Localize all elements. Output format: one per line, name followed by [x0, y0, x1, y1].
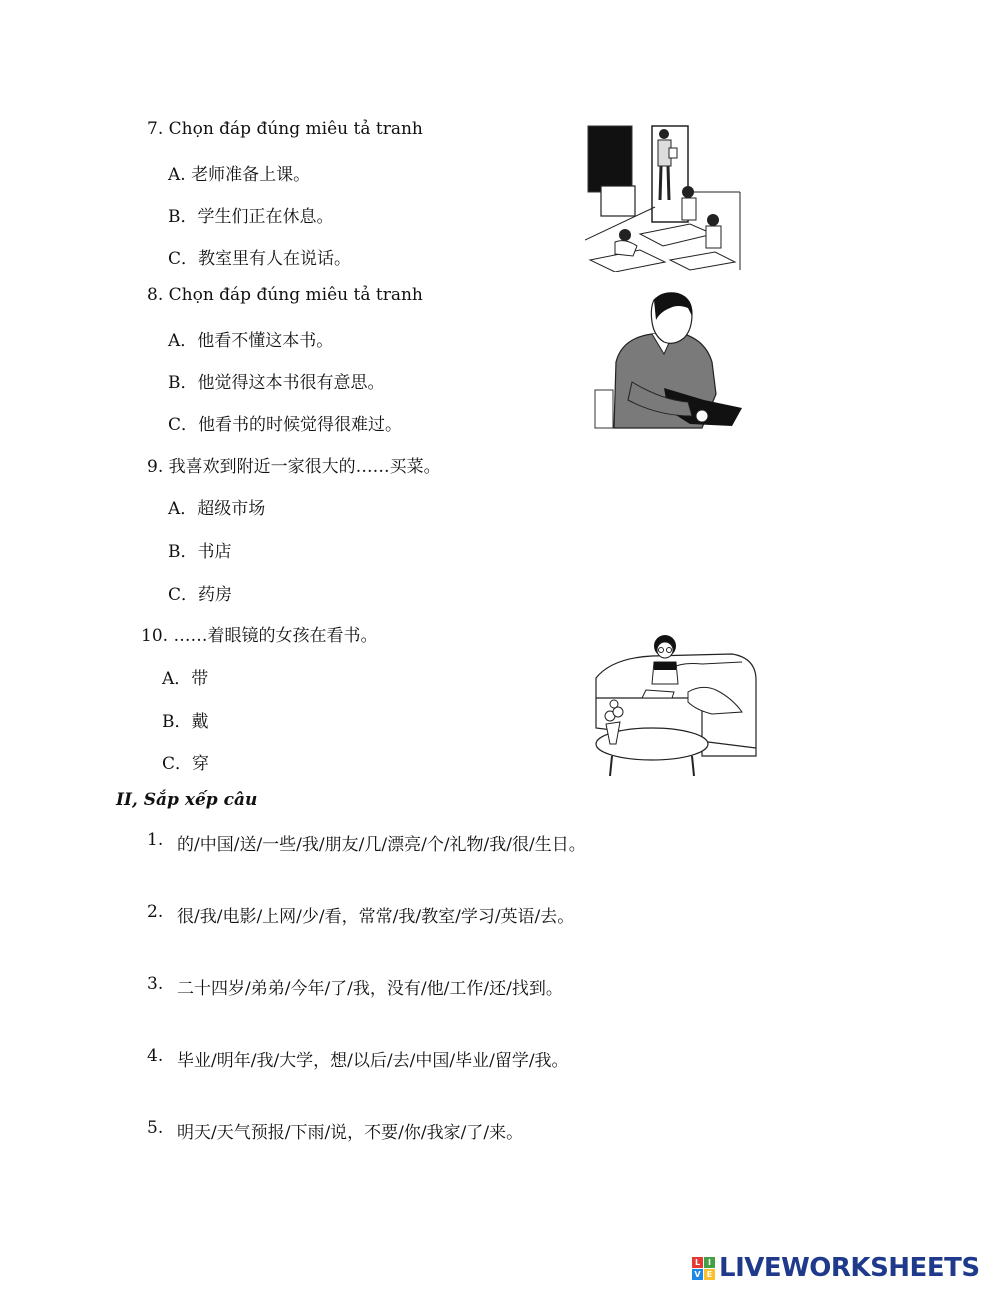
reorder-item-5-number: 5. — [147, 1118, 164, 1138]
girl-reading-illustration — [592, 628, 758, 780]
logo-live-badge — [692, 1257, 715, 1280]
reorder-item-4-number: 4. — [147, 1046, 164, 1066]
question-7-option-b[interactable]: B．学生们正在休息。 — [168, 207, 334, 227]
question-9-option-a[interactable]: A．超级市场 — [168, 499, 266, 519]
question-10-option-c[interactable]: C．穿 — [162, 754, 210, 774]
logo-letter-v: V — [692, 1269, 703, 1280]
reading-man-illustration — [592, 290, 747, 430]
logo-letter-e: E — [704, 1269, 715, 1280]
question-7-option-c[interactable]: C．教室里有人在说话。 — [168, 249, 352, 269]
logo-letter-l: L — [692, 1257, 703, 1268]
logo-letter-i: I — [704, 1257, 715, 1268]
reorder-item-3-number: 3. — [147, 974, 164, 994]
question-10-option-b[interactable]: B．戴 — [162, 712, 209, 732]
section-2-title: II, Sắp xếp câu — [116, 790, 258, 810]
question-8-option-c[interactable]: C．他看书的时候觉得很难过。 — [168, 415, 403, 435]
question-10-prompt: 10. ……着眼镜的女孩在看书。 — [141, 626, 378, 646]
reorder-item-4-text: 毕业/明年/我/大学，想/以后/去/中国/毕业/留学/我。 — [177, 1051, 569, 1071]
reorder-item-3-text: 二十四岁/弟弟/今年/了/我，没有/他/工作/还/找到。 — [177, 979, 563, 999]
reorder-item-5-text: 明天/天气预报/下雨/说，不要/你/我家/了/来。 — [177, 1123, 524, 1143]
reorder-item-1-text: 的/中国/送/一些/我/朋友/几/漂亮/个/礼物/我/很/生日。 — [177, 835, 586, 855]
question-7-option-a[interactable]: A. 老师准备上课。 — [168, 165, 311, 185]
question-9-option-b[interactable]: B．书店 — [168, 542, 232, 562]
question-9-option-c[interactable]: C．药房 — [168, 585, 233, 605]
question-8-prompt: 8. Chọn đáp đúng miêu tả tranh — [147, 285, 423, 305]
reorder-item-1-number: 1. — [147, 830, 164, 850]
question-8-option-a[interactable]: A．他看不懂这本书。 — [168, 331, 334, 351]
classroom-illustration — [585, 122, 745, 272]
question-10-option-a[interactable]: A．带 — [162, 669, 209, 689]
logo-text: LIVEWORKSHEETS — [719, 1253, 980, 1283]
reorder-item-2-text: 很/我/电影/上网/少/看，常常/我/教室/学习/英语/去。 — [177, 907, 575, 927]
question-7-prompt: 7. Chọn đáp đúng miêu tả tranh — [147, 119, 423, 139]
reorder-item-2-number: 2. — [147, 902, 164, 922]
liveworksheets-logo — [692, 1253, 980, 1283]
question-8-option-b[interactable]: B．他觉得这本书很有意思。 — [168, 373, 385, 393]
question-9-prompt: 9. 我喜欢到附近一家很大的……买菜。 — [147, 457, 441, 477]
